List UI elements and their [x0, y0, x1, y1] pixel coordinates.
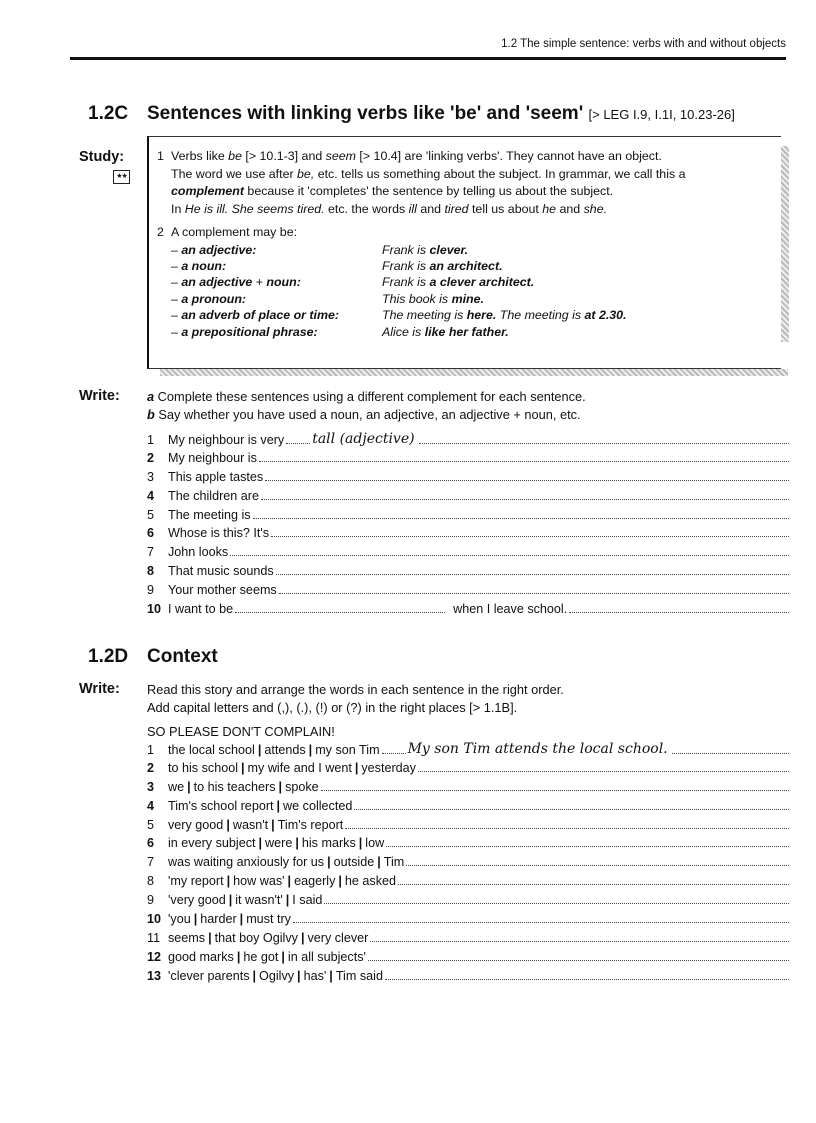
answer-blank[interactable] [368, 950, 789, 961]
example-complement: a clever architect. [429, 275, 535, 290]
word-group: that boy Ogilvy [214, 930, 298, 945]
item-number: 11 [147, 930, 161, 945]
word-separator: | [358, 836, 363, 851]
example-text: Alice is [382, 324, 425, 339]
answer-blank[interactable] [569, 602, 789, 613]
word-separator: | [187, 779, 191, 794]
context-item [147, 893, 789, 912]
text: tired [444, 201, 469, 216]
dash: – [171, 308, 182, 323]
text: tell us about [468, 201, 543, 216]
word-group: to his school [168, 760, 239, 775]
dash: – [171, 324, 182, 339]
section-number-1-2c: 1.2C [88, 103, 129, 124]
type-text: a prepositional phrase: [181, 324, 318, 339]
complement-example [382, 258, 627, 274]
word-separator: | [329, 968, 333, 983]
text: He is ill. She seems tired. [184, 201, 325, 216]
context-item [147, 950, 789, 969]
answer-blank[interactable] [406, 855, 789, 866]
text: Verbs like [171, 149, 229, 163]
example-complement: here. [466, 308, 497, 323]
section-reference: [> LEG I.9, I.1I, 10.23-26] [588, 107, 735, 122]
context-item [147, 780, 789, 799]
type-text: + [252, 275, 267, 290]
item-number: 10 [147, 912, 162, 927]
word-group: it wasn't' [235, 893, 283, 908]
word-group: how was' [233, 874, 285, 889]
exercise-item [147, 526, 789, 545]
word-group: my wife and I went [247, 760, 352, 775]
item-prompt: Whose is this? It's [168, 526, 270, 541]
answer-blank[interactable] [261, 489, 789, 500]
context-item [147, 931, 789, 950]
exercise-item [147, 583, 789, 602]
instruction-line: Add capital letters and (,), (.), (!) or (?) in the right places [> 1.1B]. [147, 700, 518, 715]
answer-blank[interactable] [265, 470, 789, 481]
task-b [147, 406, 787, 424]
complement-example [382, 324, 627, 340]
answer-blank[interactable] [370, 931, 789, 942]
text: [> 10.4] are 'linking verbs'. They cannot have an object. [355, 149, 662, 163]
type-text: a pronoun: [181, 291, 247, 306]
text: Complete these sentences using a different complement for each sentence. [154, 389, 586, 404]
task-letter: b [147, 407, 155, 422]
answer-blank[interactable] [253, 508, 789, 519]
complement-row [171, 307, 627, 323]
word-separator: | [226, 874, 231, 889]
context-item [147, 836, 789, 855]
handwritten-answer: tall (adjective) [312, 431, 415, 447]
complement-type [171, 324, 382, 340]
text: be, [297, 166, 315, 181]
text: etc. the words [324, 201, 409, 216]
example-text: The meeting is [382, 308, 467, 323]
p2-intro [157, 224, 777, 242]
complement-type [171, 291, 382, 307]
item-number: 3 [147, 779, 155, 794]
context-item [147, 818, 789, 837]
p1-line-2 [157, 166, 777, 184]
item-prompt: My neighbour is very [168, 433, 285, 447]
item-prompt: This apple tastes [168, 469, 264, 484]
dash: – [171, 242, 182, 257]
context-item [147, 912, 789, 931]
word-group: spoke [285, 779, 319, 794]
text: he [542, 201, 557, 216]
difficulty-stars-icon: ★★ [113, 170, 130, 184]
paragraph-1 [157, 148, 777, 218]
word-group: must try [246, 912, 291, 927]
answer-blank[interactable] [354, 799, 789, 810]
example-text: Frank is [382, 275, 430, 290]
answer-blank[interactable] [293, 912, 789, 923]
complement-type [171, 242, 382, 258]
word-separator: | [287, 874, 292, 889]
answer-blank[interactable] [276, 564, 789, 575]
word-separator: | [228, 893, 233, 908]
word-group: the local school [168, 743, 255, 757]
story-title: SO PLEASE DON'T COMPLAIN! [147, 724, 335, 739]
complement-row [171, 242, 627, 258]
word-group: Tim [383, 855, 405, 870]
word-group: in every subject [168, 836, 256, 851]
text: complement [171, 184, 244, 198]
complement-row [171, 274, 627, 290]
word-separator: | [257, 743, 262, 757]
example-text: This book is [382, 291, 452, 306]
context-item [147, 874, 789, 893]
item-number: 12 [147, 949, 162, 964]
word-group: Tim's report [277, 817, 344, 832]
item-number: 8 [147, 874, 155, 889]
item-prompt: The children are [168, 488, 260, 503]
item-number: 6 [147, 836, 155, 851]
word-separator: | [278, 779, 283, 794]
item-prompt: That music sounds [168, 564, 274, 579]
word-separator: | [271, 817, 275, 832]
exercise-item [147, 451, 789, 470]
example-complement: at 2.30. [584, 308, 627, 323]
word-group: wasn't [232, 817, 269, 832]
task-letter: a [147, 389, 155, 404]
word-group: has' [303, 968, 327, 983]
study-box [147, 136, 781, 369]
word-group: very good [168, 817, 224, 832]
word-group: 'very good [168, 893, 226, 908]
answer-blank[interactable] [418, 761, 789, 772]
complement-type [171, 274, 382, 290]
item-number: 6 [147, 526, 155, 541]
answer-blank[interactable] [324, 893, 789, 904]
answer-blank[interactable] [398, 874, 789, 885]
write-label: Write: [79, 681, 120, 697]
example-complement: mine. [451, 291, 484, 306]
exercise-item [147, 489, 789, 508]
text: she. [583, 201, 608, 216]
text: In [171, 201, 185, 216]
text: etc. tells us something about the subject. In grammar, we call this a [314, 166, 686, 181]
answer-blank[interactable] [286, 433, 310, 444]
answer-blank[interactable] [230, 545, 789, 556]
complement-row [171, 258, 627, 274]
example-text: Frank is [382, 258, 430, 273]
answer-blank[interactable] [345, 818, 789, 829]
section-title-text: Sentences with linking verbs like 'be' and 'seem' [147, 103, 584, 124]
word-group: Tim said [335, 968, 383, 983]
item-number: 4 [147, 798, 155, 813]
item-number: 1 [147, 433, 155, 447]
type-text: an adverb of place or time: [181, 308, 340, 323]
context-instructions [147, 681, 787, 717]
word-group: in all subjects' [287, 949, 366, 964]
word-separator: | [252, 968, 257, 983]
word-separator: | [226, 817, 230, 832]
example-text: The meeting is [496, 308, 585, 323]
dash: – [171, 291, 182, 306]
item-number: 8 [147, 564, 155, 579]
text: and [556, 201, 584, 216]
text: ill [408, 201, 417, 216]
context-item [147, 855, 789, 874]
context-item [147, 969, 789, 988]
complement-table [171, 242, 627, 340]
context-item [147, 742, 789, 761]
task-instructions [147, 388, 787, 424]
dash: – [171, 258, 182, 273]
word-separator: | [300, 930, 305, 945]
answer-blank[interactable] [279, 583, 789, 594]
word-separator: | [236, 949, 241, 964]
text: seem [325, 149, 356, 163]
item-number: 4 [147, 488, 155, 503]
complement-example [382, 291, 627, 307]
word-separator: | [354, 760, 359, 775]
p1-line-3 [157, 183, 777, 201]
word-group: eagerly [294, 874, 336, 889]
item-prompt: I want to be [168, 602, 234, 617]
paragraph-2 [157, 224, 777, 340]
dash: – [171, 275, 182, 290]
word-separator: | [208, 930, 212, 945]
word-group: 'my report [168, 874, 224, 889]
context-item [147, 761, 789, 780]
exercise-list-1-2d [147, 742, 789, 988]
text: because it 'completes' the sentence by telling us about the subject. [243, 184, 614, 198]
header-rule [70, 57, 786, 60]
word-group: his marks [301, 836, 356, 851]
word-group: Tim's school report [168, 798, 274, 813]
section-title-1-2c [147, 103, 735, 125]
exercise-item [147, 564, 789, 583]
type-text: a noun: [181, 258, 227, 273]
answer-blank[interactable] [419, 433, 789, 444]
word-separator: | [297, 968, 301, 983]
word-separator: | [327, 855, 331, 870]
p1-line-1 [157, 148, 777, 166]
word-group: was waiting anxiously for us [168, 855, 325, 870]
section-title-1-2d: Context [147, 646, 218, 667]
paragraph-number: 1 [157, 149, 164, 163]
item-number: 5 [147, 507, 155, 522]
word-separator: | [295, 836, 299, 851]
exercise-item [147, 470, 789, 489]
answer-blank[interactable] [259, 451, 789, 462]
word-separator: | [308, 743, 313, 757]
word-group: 'clever parents [168, 968, 250, 983]
word-group: were [265, 836, 293, 851]
exercise-item [147, 545, 789, 564]
item-number: 7 [147, 855, 155, 870]
answer-blank[interactable] [672, 743, 789, 754]
text: The word we use after [171, 166, 298, 181]
type-text: an adjective [181, 275, 253, 290]
word-group: outside [333, 855, 375, 870]
word-group: 'you [168, 912, 191, 927]
text: and [416, 201, 445, 216]
box-shadow [781, 146, 789, 342]
example-complement: an architect. [429, 258, 503, 273]
item-number: 1 [147, 743, 155, 757]
exercise-item [147, 602, 789, 621]
exercise-list-1-2c [147, 432, 789, 621]
word-group: harder [200, 912, 237, 927]
word-group: low [365, 836, 385, 851]
item-prompt: The meeting is [168, 507, 251, 522]
word-separator: | [285, 893, 290, 908]
word-group: we [168, 779, 185, 794]
study-label: Study: [79, 149, 125, 165]
answer-blank[interactable] [321, 780, 789, 791]
word-group: he asked [344, 874, 397, 889]
item-number: 9 [147, 893, 155, 908]
word-group: he got [243, 949, 279, 964]
word-separator: | [241, 760, 245, 775]
word-separator: | [281, 949, 285, 964]
task-a [147, 388, 787, 406]
word-separator: | [276, 798, 281, 813]
word-separator: | [193, 912, 198, 927]
word-group: we collected [283, 798, 353, 813]
complement-example [382, 307, 627, 323]
context-item [147, 799, 789, 818]
item-number: 13 [147, 968, 162, 983]
word-separator: | [338, 874, 342, 889]
complement-row [171, 324, 627, 340]
section-number-1-2d: 1.2D [88, 646, 129, 667]
p1-line-4 [157, 201, 777, 219]
word-separator: | [239, 912, 244, 927]
word-group: seems [168, 930, 206, 945]
type-text: noun: [266, 275, 301, 290]
study-box-text [157, 148, 777, 340]
word-group: to his teachers [193, 779, 276, 794]
word-group: good marks [168, 949, 234, 964]
word-group: very clever [307, 930, 369, 945]
example-complement: clever. [429, 242, 469, 257]
complement-type [171, 258, 382, 274]
item-prompt: John looks [168, 545, 229, 560]
handwritten-answer: My son Tim attends the local school. [407, 741, 668, 757]
item-number: 2 [147, 450, 155, 465]
item-number: 7 [147, 545, 155, 560]
item-number: 10 [147, 602, 162, 617]
item-number: 5 [147, 817, 155, 832]
answer-blank[interactable] [382, 743, 406, 754]
complement-type [171, 307, 382, 323]
text: [> 10.1-3] and [241, 149, 326, 163]
word-group: Ogilvy [259, 968, 295, 983]
word-group: I said [292, 893, 323, 908]
text: A complement may be: [171, 225, 298, 239]
answer-blank[interactable] [386, 836, 789, 847]
word-group: my son Tim [315, 743, 380, 757]
paragraph-number: 2 [157, 225, 164, 239]
item-prompt: My neighbour is [168, 450, 257, 465]
box-shadow [160, 369, 788, 376]
exercise-item [147, 508, 789, 527]
exercise-item [147, 432, 789, 451]
complement-row [171, 291, 627, 307]
answer-blank[interactable] [385, 969, 789, 980]
word-group: attends [264, 743, 306, 757]
example-text: Frank is [382, 242, 430, 257]
word-separator: | [258, 836, 263, 851]
text: Say whether you have used a noun, an adjective, an adjective + noun, etc. [154, 407, 581, 422]
answer-blank[interactable] [235, 602, 445, 613]
item-number: 2 [147, 760, 155, 775]
item-number: 9 [147, 583, 155, 598]
instruction-line: Read this story and arrange the words in each sentence in the right order. [147, 682, 564, 697]
text: be [228, 149, 242, 163]
item-number: 3 [147, 469, 155, 484]
answer-blank[interactable] [271, 526, 789, 537]
item-suffix: when I leave school. [453, 602, 568, 617]
complement-example [382, 242, 627, 258]
write-label: Write: [79, 388, 120, 404]
running-header: 1.2 The simple sentence: verbs with and without objects [501, 38, 786, 50]
item-prompt: Your mother seems [168, 583, 277, 598]
word-separator: | [377, 855, 381, 870]
complement-example [382, 274, 627, 290]
type-text: an adjective: [181, 242, 257, 257]
word-group: yesterday [361, 760, 416, 775]
example-complement: like her father. [424, 324, 509, 339]
